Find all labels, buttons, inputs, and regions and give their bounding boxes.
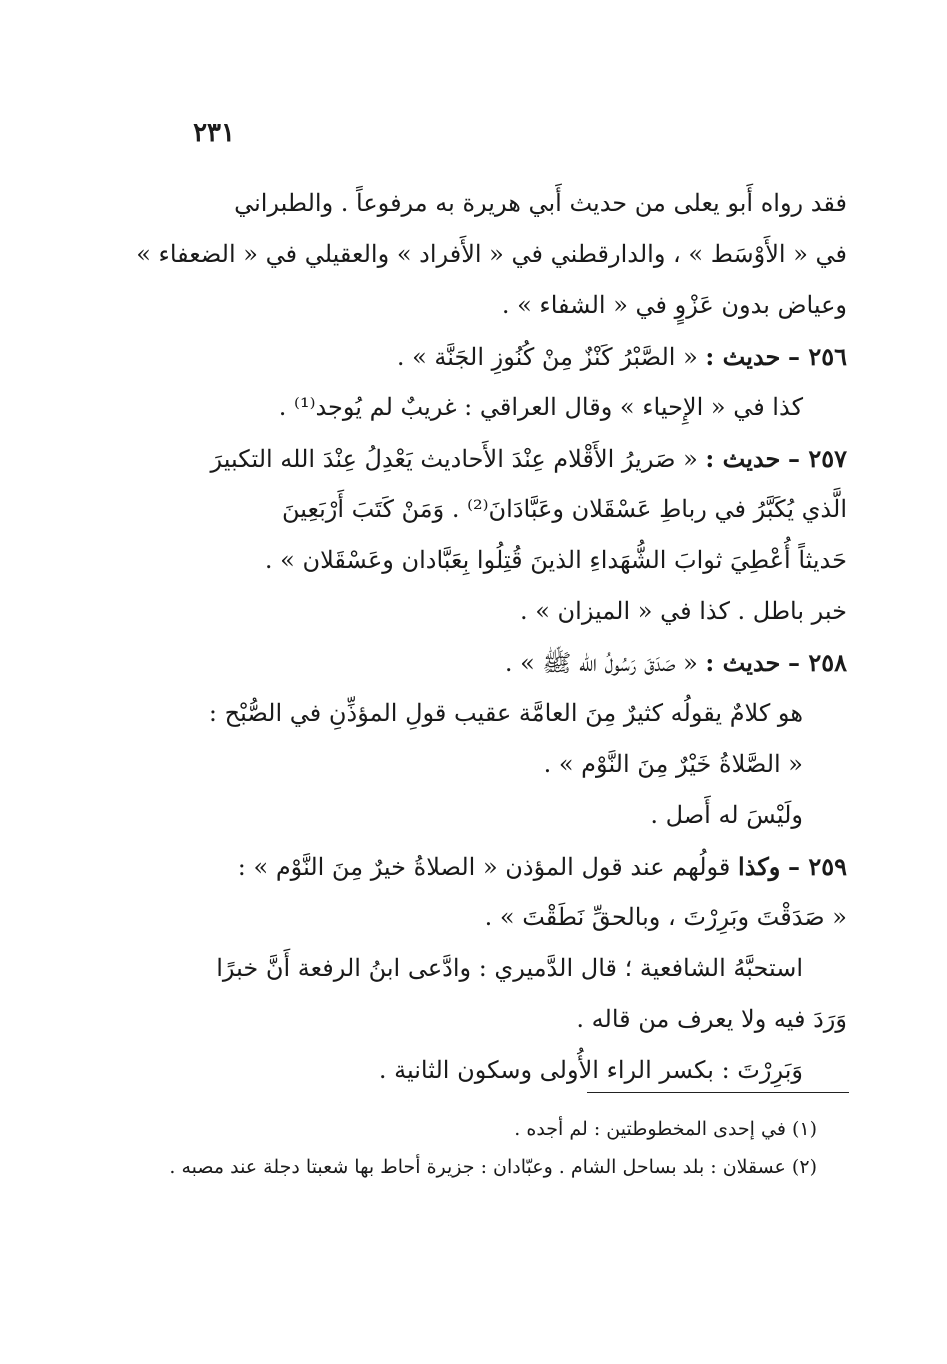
footnotes — [117, 1110, 817, 1186]
line-text: وعياض بدون عَزْوٍ في « الشفاء » . — [501, 291, 847, 319]
main-text — [107, 178, 847, 1096]
line-text: قولُهم عند قول المؤذن « الصلاةُ خيرٌ مِنَ النَّوْم » : — [237, 853, 731, 881]
entry-number: ٢٥٩ – — [787, 852, 847, 881]
footnote-1: (١) في إحدى المخطوطتين : لم أجده . — [514, 1118, 817, 1140]
line-text: فقد رواه أَبو يعلى من حديث أَبي هريرة به مرفوعاً . والطبراني — [234, 189, 847, 217]
text-line — [107, 1045, 847, 1096]
line-text: الَّذي يُكَبَّرُ في رباطِ عَسْقَلان وعَبَّادَانَ⁽²⁾ . وَمَنْ كَتَبَ أَرْبَعِينَ — [282, 495, 847, 523]
text-line — [107, 535, 847, 586]
line-text: خبر باطل . كذا في « الميزان » . — [519, 597, 847, 625]
entry-number: ٢٥٧ – — [787, 444, 847, 473]
line-text: ولَيْسَ له أَصل . — [650, 801, 803, 829]
text-line — [107, 688, 847, 739]
entry-label: حديث : — [705, 444, 781, 473]
line-text: « الصَّبْرُ كَنْزٌ مِنْ كُنُوزِ الجَنَّة » . — [396, 343, 698, 371]
entry-heading-line — [107, 637, 847, 688]
line-text: هو كلامٌ يقولُه كثيرٌ مِنَ العامَّة عقيب قولِ المؤذِّنِ في الصُّبْح : — [208, 699, 803, 727]
line-text: « صَدَقَ رَسُولُ الله ﷺ » . — [504, 649, 698, 677]
entry-label: حديث : — [705, 648, 781, 677]
entry-heading-line — [107, 841, 847, 892]
text-line — [107, 382, 847, 433]
line-text: « الصَّلاةُ خَيْرٌ مِنَ النَّوْم » . — [543, 750, 803, 778]
entry-label: وكذا — [738, 852, 781, 881]
entry-number: ٢٥٨ – — [787, 648, 847, 677]
text-line — [107, 586, 847, 637]
entry-heading-line — [107, 433, 847, 484]
text-line — [107, 178, 847, 229]
line-text: حَديثاً أُعْطِيَ ثوابَ الشُّهَداءِ الذينَ قُتِلُوا بِعَبَّادان وعَسْقَلان » . — [264, 546, 847, 574]
entry-label: حديث : — [705, 342, 781, 371]
line-text: في « الأَوْسَط » ، والدارقطني في « الأَفراد » والعقيلي في « الضعفاء » — [136, 240, 847, 268]
line-text: « صَدَقْتَ وبَرِرْتَ ، وبالحقِّ نَطَقْتَ » . — [484, 903, 847, 931]
page-number: ٢٣١ — [193, 118, 235, 148]
text-line — [107, 892, 847, 943]
line-text: كذا في « الإِحياء » وقال العراقي : غريبٌ لم يُوجد⁽¹⁾ . — [278, 393, 803, 421]
line-text: وَبَرِرْتَ : بكسر الراء الأُولى وسكون الثانية . — [378, 1056, 803, 1084]
text-line — [107, 994, 847, 1045]
line-text: وَرَدَ فيه ولا يعرف من قاله . — [576, 1005, 847, 1033]
text-line — [107, 943, 847, 994]
entry-heading-line — [107, 331, 847, 382]
text-line — [107, 484, 847, 535]
footnote-2: (٢) عسقلان : بلد بساحل الشام . وعبّادان : جزيرة أحاط بها شعبتا دجلة عند مصبه . — [169, 1156, 817, 1178]
text-line — [107, 280, 847, 331]
text-line — [107, 229, 847, 280]
line-text: « صَريرُ الأَقْلام عِنْدَ الأَحاديث يَعْدِلُ عِنْدَ الله التكبيرَ — [210, 445, 698, 473]
entry-number: ٢٥٦ – — [787, 342, 847, 371]
text-line — [107, 739, 847, 790]
footnote-divider — [587, 1092, 849, 1093]
text-line — [107, 790, 847, 841]
line-text: استحبَّهُ الشافعية ؛ قال الدَّميري : وادَّعى ابنُ الرفعة أَنَّ خبرًا — [216, 954, 803, 982]
